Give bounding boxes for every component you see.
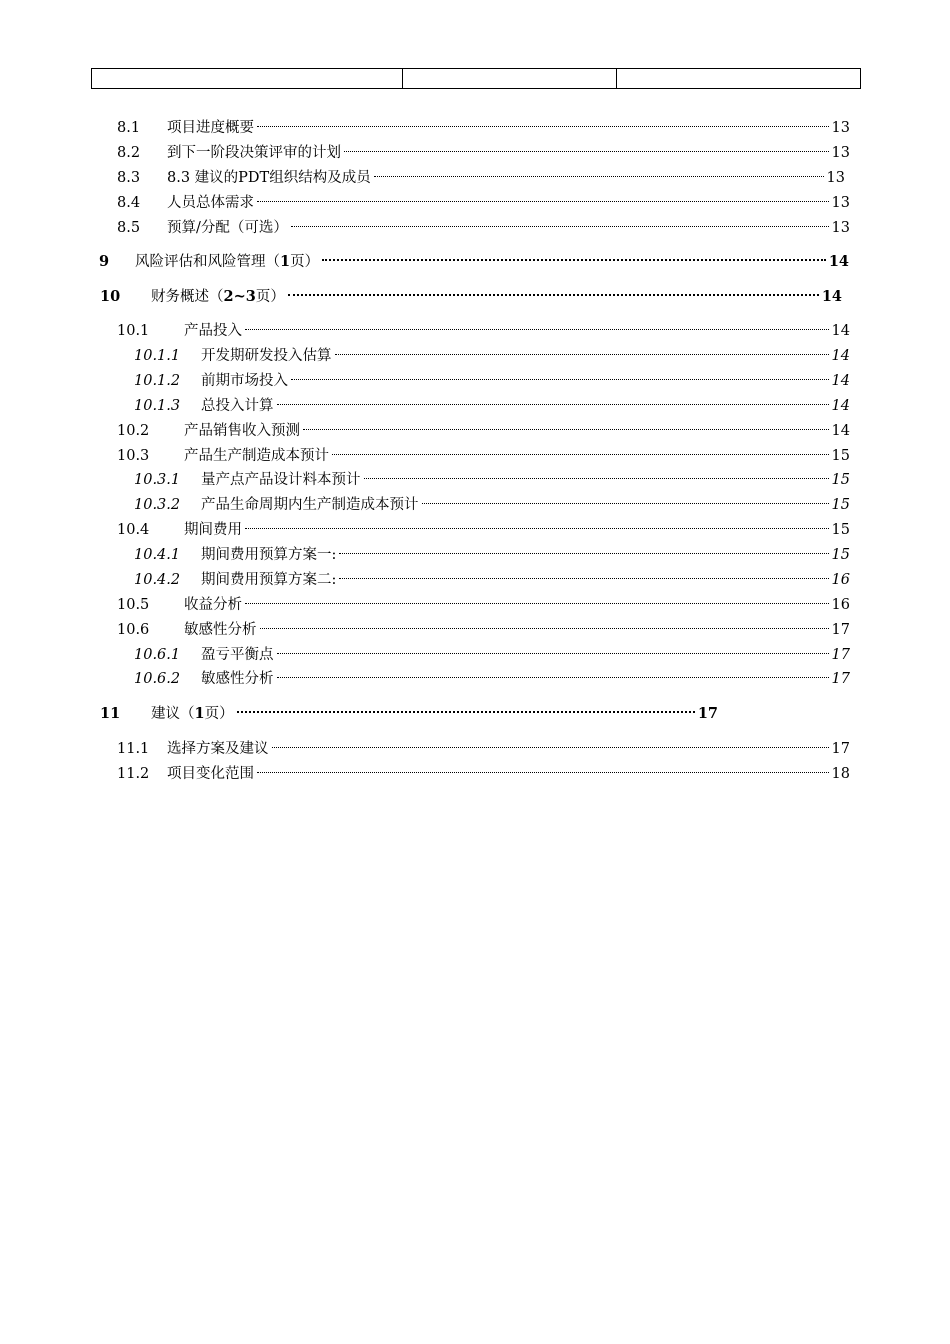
toc-dot-leader	[339, 537, 828, 559]
toc-entry-title: 产品投入	[184, 323, 242, 339]
toc-subentry[interactable]	[134, 338, 850, 364]
toc-entry-number: 10.6.2	[134, 671, 181, 687]
toc-entry-page: 17	[697, 705, 718, 722]
toc-entry-title: 建议（1页）	[151, 705, 234, 722]
toc-dot-leader	[344, 135, 829, 157]
toc-entry-number: 10.6	[117, 622, 150, 638]
toc-entry-number: 8.4	[117, 195, 141, 211]
toc-entry-number: 10.3	[117, 448, 150, 464]
toc-entry-title: 项目变化范围	[167, 766, 254, 782]
toc-chapter-entry[interactable]	[100, 279, 842, 305]
toc-dot-leader	[303, 413, 829, 435]
toc-entry-title: 前期市场投入	[201, 373, 288, 389]
toc-dot-leader	[335, 338, 829, 360]
toc-entry-title: 预算/分配（可选）	[167, 220, 288, 236]
toc-dot-leader	[257, 756, 829, 778]
toc-entry-page: 13	[831, 120, 850, 136]
toc-entry-page: 15	[831, 497, 850, 513]
toc-entry-title: 风险评估和风险管理（1页）	[135, 253, 320, 270]
toc-dot-leader	[245, 313, 829, 335]
toc-entry-title: 人员总体需求	[167, 195, 254, 211]
toc-entry-number: 10.4.1	[134, 547, 181, 563]
toc-entry[interactable]	[117, 313, 850, 339]
toc-entry-number: 10	[100, 288, 121, 305]
toc-dot-leader	[291, 363, 829, 385]
toc-entry-page: 13	[826, 170, 845, 186]
toc-entry-number: 11.2	[117, 766, 150, 782]
toc-entry-title: 敏感性分析	[201, 671, 274, 687]
toc-entry[interactable]	[117, 110, 850, 136]
toc-subentry[interactable]	[134, 363, 850, 389]
toc-entry-number: 8.3	[117, 170, 141, 186]
toc-entry-title: 期间费用	[184, 522, 242, 538]
toc-entry[interactable]	[117, 438, 850, 464]
toc-entry-title: 期间费用预算方案二:	[201, 572, 337, 588]
toc-subentry[interactable]	[134, 487, 850, 513]
toc-entry[interactable]	[117, 587, 850, 613]
toc-entry-title: 产品生产制造成本预计	[184, 448, 329, 464]
toc-entry-number: 11	[100, 705, 121, 722]
toc-entry-page: 14	[828, 253, 849, 270]
toc-entry-title: 开发期研发投入估算	[201, 348, 332, 364]
toc-entry-title: 到下一阶段决策评审的计划	[167, 145, 341, 161]
toc-entry-page: 14	[831, 373, 850, 389]
toc-entry-number: 11.1	[117, 741, 150, 757]
toc-entry-number: 8.2	[117, 145, 141, 161]
toc-entry-page: 16	[831, 572, 850, 588]
toc-dot-leader	[277, 637, 829, 659]
toc-entry-page: 17	[831, 647, 850, 663]
toc-entry-title: 量产点产品设计料本预计	[201, 472, 361, 488]
toc-entry-page: 14	[831, 423, 850, 439]
toc-entry-number: 10.1.1	[134, 348, 181, 364]
toc-entry-title: 财务概述（2~3页）	[151, 288, 285, 305]
toc-entry-title: 产品生命周期内生产制造成本预计	[201, 497, 419, 513]
toc-entry-title: 期间费用预算方案一:	[201, 547, 337, 563]
toc-entry[interactable]	[117, 210, 850, 236]
toc-dot-leader	[339, 562, 828, 584]
toc-dot-leader	[374, 160, 824, 182]
toc-dot-leader	[277, 388, 829, 410]
toc-entry-page: 15	[831, 472, 850, 488]
toc-dot-leader	[291, 210, 829, 232]
toc-entry-title: 总投入计算	[201, 398, 274, 414]
toc-entry-number: 10.1.3	[134, 398, 181, 414]
toc-dot-leader	[277, 661, 829, 683]
toc-entry-page: 13	[831, 220, 850, 236]
toc-entry[interactable]	[117, 413, 850, 439]
toc-entry-title: 8.3 建议的PDT组织结构及成员	[167, 170, 371, 186]
toc-entry-number: 9	[99, 253, 110, 270]
toc-dot-leader	[332, 438, 829, 460]
toc-entry-page: 18	[831, 766, 850, 782]
toc-entry-title: 盈亏平衡点	[201, 647, 274, 663]
toc-entry-page: 17	[831, 741, 850, 757]
toc-entry[interactable]	[117, 512, 850, 538]
toc-entry-title: 项目进度概要	[167, 120, 254, 136]
toc-subentry[interactable]	[134, 661, 850, 687]
toc-entry-number: 10.2	[117, 423, 150, 439]
toc-entry-page: 14	[831, 348, 850, 364]
toc-entry[interactable]	[117, 756, 850, 782]
toc-entry-number: 10.3.1	[134, 472, 181, 488]
toc-subentry[interactable]	[134, 462, 850, 488]
toc-dot-leader	[245, 512, 829, 534]
toc-dot-leader	[272, 731, 829, 753]
toc-entry-page: 13	[831, 145, 850, 161]
toc-entry-page: 15	[831, 522, 850, 538]
toc-entry[interactable]	[117, 185, 850, 211]
toc-entry-number: 8.5	[117, 220, 141, 236]
toc-entry-page: 14	[831, 398, 850, 414]
toc-entry-page: 13	[831, 195, 850, 211]
toc-entry-number: 8.1	[117, 120, 141, 136]
toc-subentry[interactable]	[134, 562, 850, 588]
toc-entry-number: 10.1.2	[134, 373, 181, 389]
toc-entry[interactable]	[117, 731, 850, 757]
toc-entry-number: 10.1	[117, 323, 150, 339]
toc-entry-title: 产品销售收入预测	[184, 423, 300, 439]
toc-dot-leader	[260, 612, 829, 634]
toc-entry-number: 10.3.2	[134, 497, 181, 513]
toc-chapter-entry[interactable]	[99, 244, 849, 270]
toc-entry-page: 14	[831, 323, 850, 339]
toc-entry[interactable]	[117, 160, 845, 186]
toc-entry[interactable]	[117, 612, 850, 638]
toc-dot-leader	[257, 110, 829, 132]
toc-entry-number: 10.4.2	[134, 572, 181, 588]
toc-entry-title: 收益分析	[184, 597, 242, 613]
toc-dot-leader	[422, 487, 829, 509]
toc-dot-leader	[288, 279, 819, 301]
toc-entry-title: 选择方案及建议	[167, 741, 269, 757]
toc-dot-leader	[364, 462, 829, 484]
toc-subentry[interactable]	[134, 637, 850, 663]
toc-subentry[interactable]	[134, 537, 850, 563]
toc-subentry[interactable]	[134, 388, 850, 414]
toc-entry-page: 17	[831, 671, 850, 687]
toc-chapter-entry[interactable]	[100, 696, 718, 722]
toc-entry-page: 16	[831, 597, 850, 613]
toc-dot-leader	[245, 587, 829, 609]
toc-entry-page: 15	[831, 547, 850, 563]
toc-entry-page: 17	[831, 622, 850, 638]
toc-dot-leader	[257, 185, 829, 207]
toc-entry-number: 10.4	[117, 522, 150, 538]
toc-entry-number: 10.6.1	[134, 647, 181, 663]
toc-entry-title: 敏感性分析	[184, 622, 257, 638]
toc-entry[interactable]	[117, 135, 850, 161]
toc-entry-number: 10.5	[117, 597, 150, 613]
toc-dot-leader	[237, 696, 695, 718]
toc-entry-page: 14	[821, 288, 842, 305]
toc-dot-leader	[322, 244, 826, 266]
toc-entry-page: 15	[831, 448, 850, 464]
